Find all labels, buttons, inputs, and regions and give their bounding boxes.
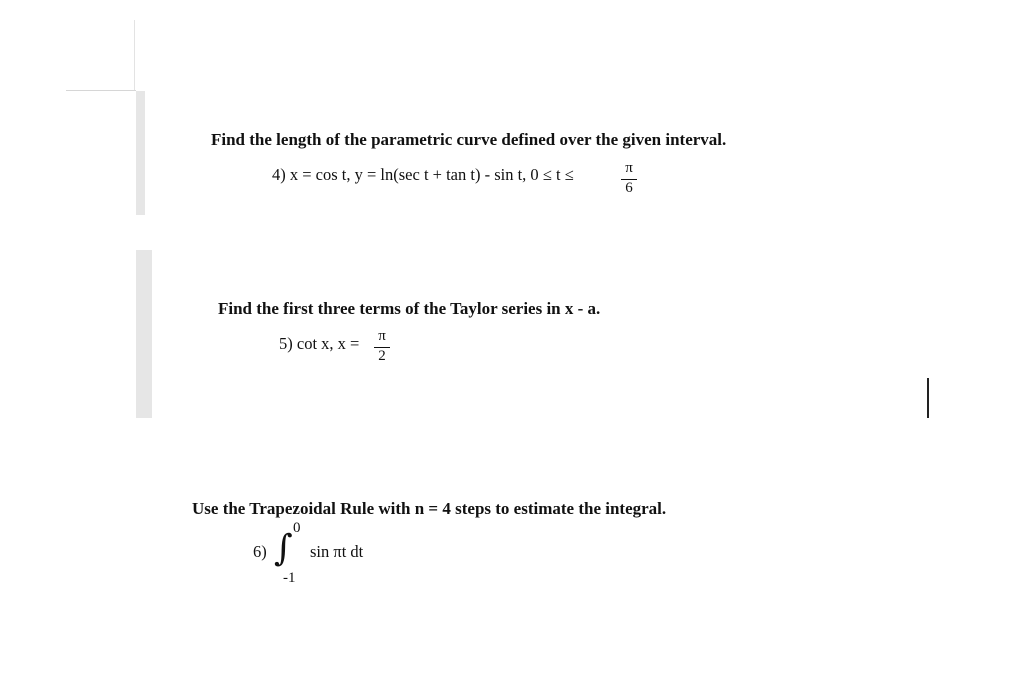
margin-bar-problem-5 [136,250,152,418]
problem-6-instruction: Use the Trapezoidal Rule with n = 4 steps to estimate the integral. [192,499,667,518]
fraction-denominator: 2 [378,348,386,364]
integral-lower-limit: -1 [283,570,296,586]
text-cursor [927,378,929,418]
problem-6-number: 6) [253,542,267,561]
margin-bar-problem-4 [136,91,145,215]
fraction-denominator: 6 [625,180,633,196]
problem-5-instruction: Find the first three terms of the Taylor series in x - a. [218,299,601,318]
fraction-numerator: π [378,328,386,344]
page-margin-vertical-line [134,20,135,90]
problem-5-fraction [374,328,390,368]
integral-symbol: ∫ [274,528,293,569]
integrand: sin πt dt [310,542,364,561]
problem-5-statement: 5) cot x, x = [279,334,360,353]
fraction-numerator: π [625,160,633,176]
page-margin-horizontal-line [66,90,136,91]
problem-4-fraction [621,160,637,200]
problem-4-instruction: Find the length of the parametric curve defined over the given interval. [211,130,727,149]
integral-upper-limit: 0 [293,520,301,536]
problem-4-statement: 4) x = cos t, y = ln(sec t + tan t) - sin t, 0 ≤ t ≤ [272,165,574,184]
